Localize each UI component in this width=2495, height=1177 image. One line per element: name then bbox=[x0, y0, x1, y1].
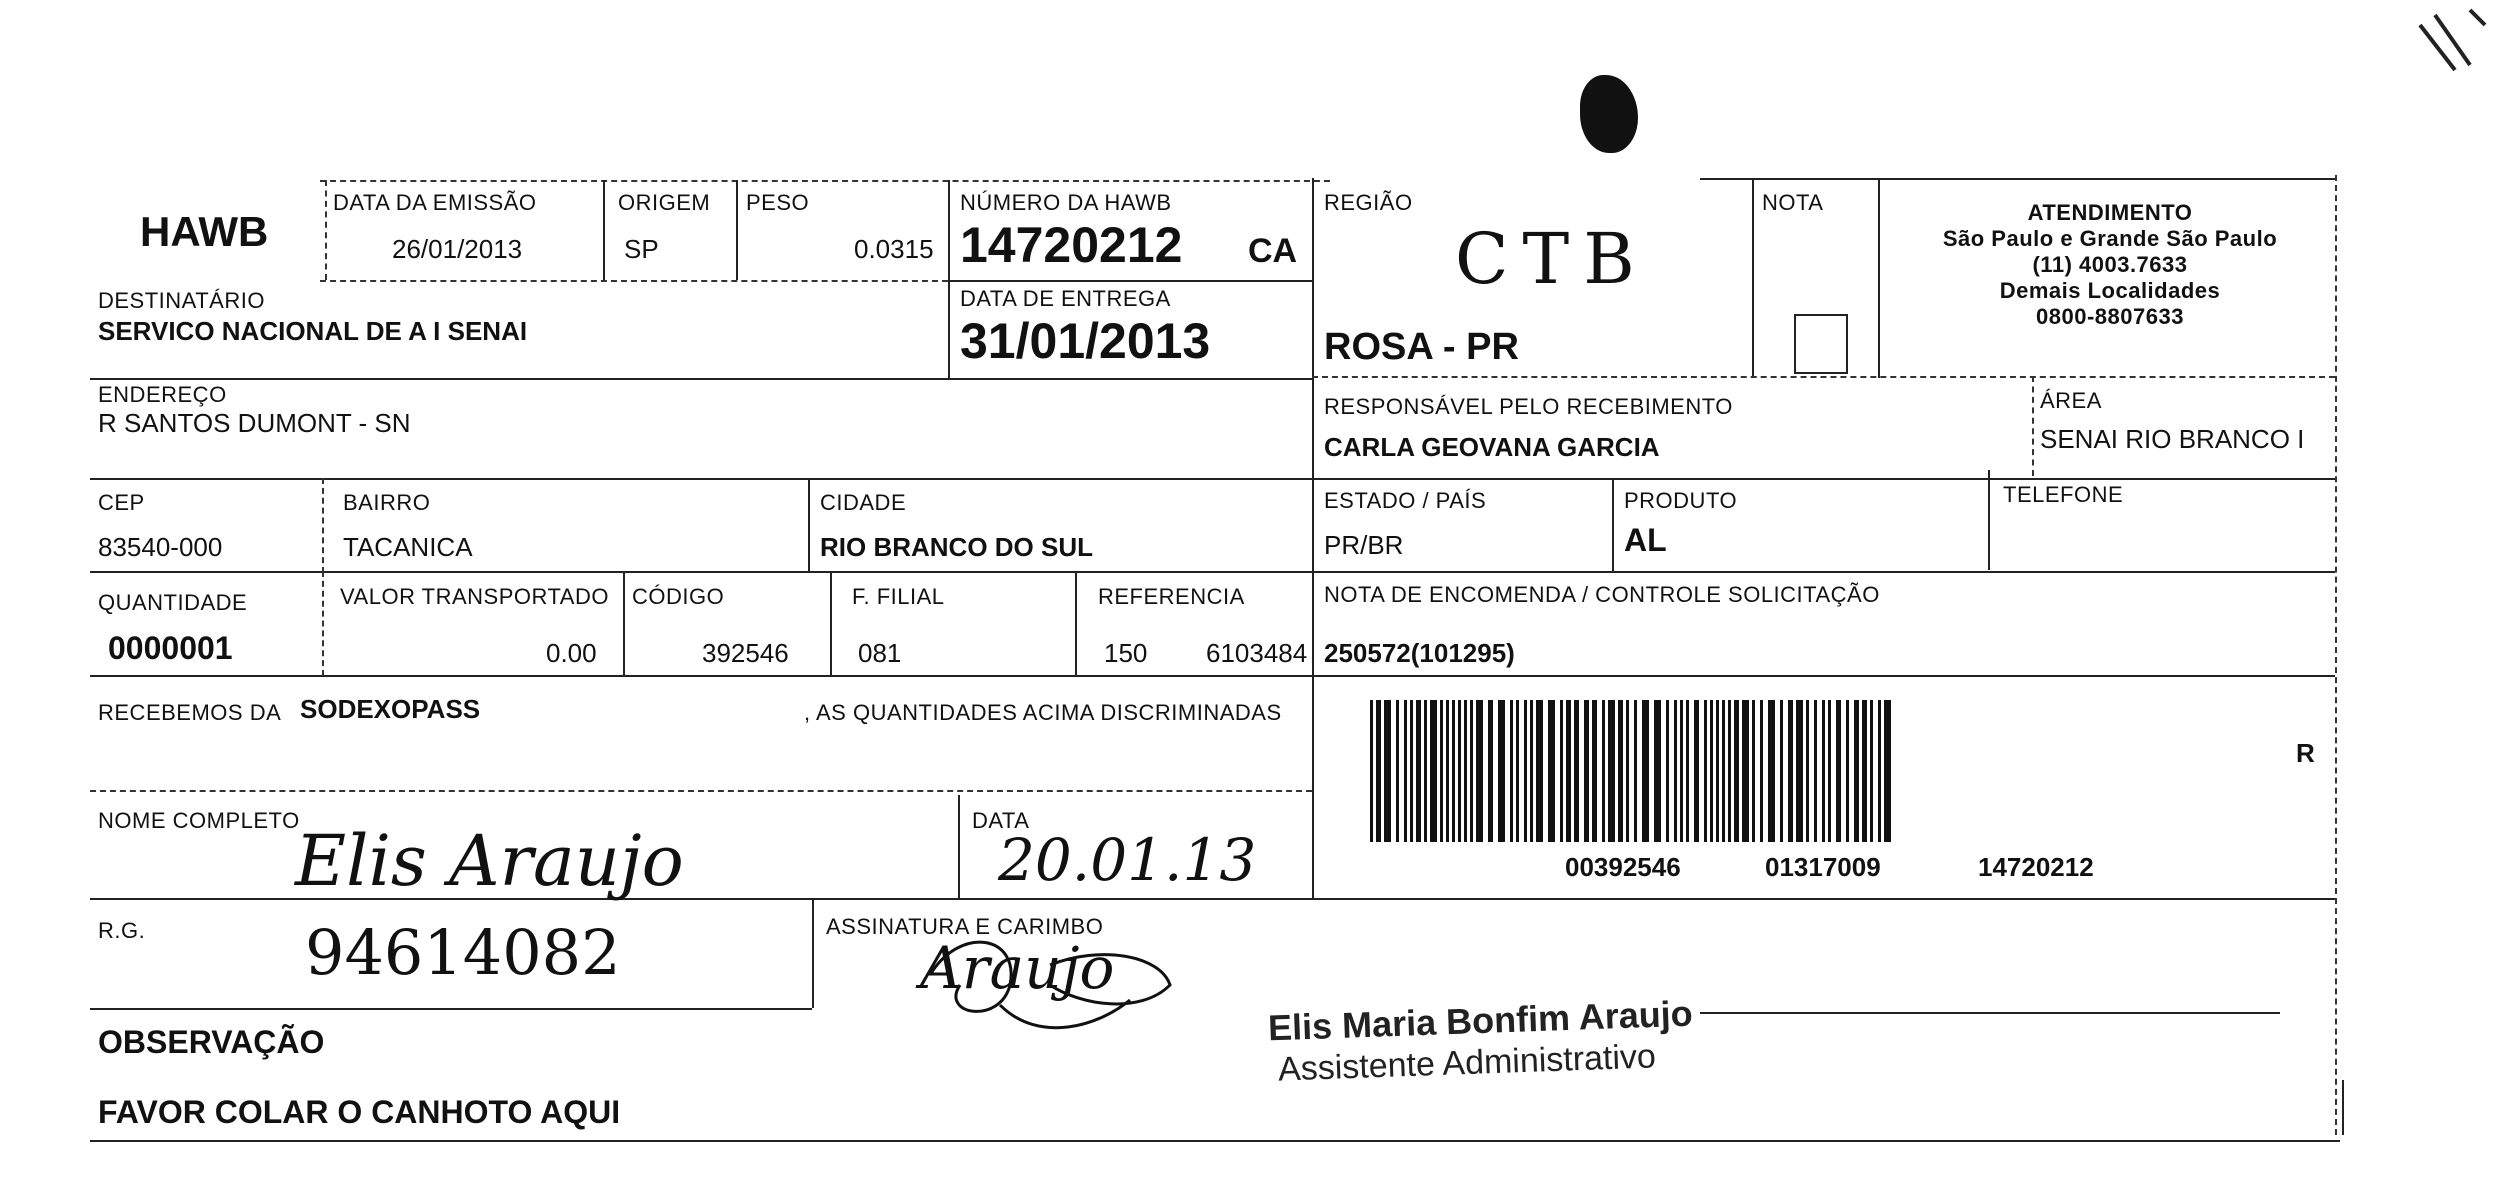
barcode-number-2: 01317009 bbox=[1765, 852, 1881, 882]
delivery-value: 31/01/2013 bbox=[960, 313, 1211, 369]
note-label: NOTA bbox=[1762, 190, 1824, 215]
cep-value: 83540-000 bbox=[98, 532, 223, 562]
area-label: ÁREA bbox=[2040, 388, 2102, 413]
barcode-bar bbox=[1488, 700, 1493, 842]
code-value: 392546 bbox=[702, 638, 789, 668]
barcode-bar bbox=[1458, 700, 1461, 842]
right-border bbox=[2335, 175, 2337, 1135]
barcode-bar bbox=[1796, 700, 1803, 842]
received-prefix: RECEBEMOS DA bbox=[98, 700, 282, 725]
barcode-bar bbox=[1516, 700, 1519, 842]
barcode-number-3: 14720212 bbox=[1978, 852, 2094, 882]
divider-region-note bbox=[1752, 178, 1754, 378]
barcode bbox=[1370, 700, 1895, 842]
emission-value: 26/01/2013 bbox=[392, 234, 523, 264]
divider-rg-signature bbox=[812, 898, 814, 1008]
district-value: TACANICA bbox=[343, 532, 473, 562]
origin-label: ORIGEM bbox=[618, 190, 711, 215]
value-label: VALOR TRANSPORTADO bbox=[340, 584, 609, 609]
divider-state-product bbox=[1612, 478, 1614, 573]
weight-label: PESO bbox=[746, 190, 810, 215]
date-handwritten: 20.01.13 bbox=[998, 826, 1257, 894]
state-value: PR/BR bbox=[1324, 530, 1404, 560]
barcode-bar bbox=[1862, 700, 1867, 842]
barcode-bar bbox=[1806, 700, 1809, 842]
barcode-bar bbox=[1768, 700, 1775, 842]
barcode-bar bbox=[1574, 700, 1579, 842]
received-suffix: , AS QUANTIDADES ACIMA DISCRIMINADAS bbox=[804, 700, 1282, 725]
phone-label: TELEFONE bbox=[2003, 482, 2124, 507]
paste-instruction: FAVOR COLAR O CANHOTO AQUI bbox=[98, 1094, 621, 1130]
barcode-bar bbox=[1884, 700, 1891, 842]
ink-blot bbox=[1580, 75, 1638, 153]
quantity-label: QUANTIDADE bbox=[98, 590, 248, 615]
district-label: BAIRRO bbox=[343, 490, 431, 515]
barcode-bar bbox=[1870, 700, 1873, 842]
cep-label: CEP bbox=[98, 490, 145, 515]
line-above-fullname bbox=[90, 790, 1312, 792]
barcode-bar bbox=[1424, 700, 1427, 842]
barcode-bar bbox=[1548, 700, 1555, 842]
barcode-bar bbox=[1634, 700, 1637, 842]
line-under-number bbox=[948, 280, 1312, 282]
state-label: ESTADO / PAÍS bbox=[1324, 488, 1487, 513]
address-label: ENDEREÇO bbox=[98, 382, 227, 407]
barcode-number-1: 00392546 bbox=[1565, 852, 1681, 882]
line-under-region bbox=[1312, 376, 2335, 378]
order-value: 250572(101295) bbox=[1324, 638, 1515, 668]
divider-code-branch bbox=[830, 571, 832, 676]
recipient-label: DESTINATÁRIO bbox=[98, 288, 265, 313]
divider-district-city bbox=[808, 478, 810, 573]
barcode-bar bbox=[1530, 700, 1533, 842]
barcode-bar bbox=[1686, 700, 1689, 842]
barcode-bar bbox=[1666, 700, 1669, 842]
hawb-suffix: CA bbox=[1248, 232, 1298, 270]
city-value: RIO BRANCO DO SUL bbox=[820, 532, 1093, 562]
reference-b: 6103484 bbox=[1206, 638, 1308, 668]
signature-label: ASSINATURA E CARIMBO bbox=[826, 914, 1104, 939]
barcode-bar bbox=[1716, 700, 1719, 842]
signature-scribble bbox=[900, 905, 1190, 1045]
service-line2: (11) 4003.7633 bbox=[2032, 252, 2188, 277]
divider-emission-origin bbox=[603, 180, 605, 280]
barcode-bar bbox=[1592, 700, 1597, 842]
divider-product-phone bbox=[1988, 470, 1990, 570]
area-value: SENAI RIO BRANCO I bbox=[2040, 424, 2305, 454]
divider-recipient-delivery bbox=[948, 280, 950, 380]
value-value: 0.00 bbox=[546, 638, 597, 668]
barcode-bar bbox=[1680, 700, 1683, 842]
barcode-bar bbox=[1710, 700, 1713, 842]
barcode-bar bbox=[1602, 700, 1605, 842]
quantity-value: 0000001 bbox=[108, 630, 233, 666]
hawb-number-value: 14720212 bbox=[960, 217, 1183, 273]
divider-responsible-area bbox=[2032, 376, 2034, 476]
order-label: NOTA DE ENCOMENDA / CONTROLE SOLICITAÇÃO bbox=[1324, 582, 1880, 607]
origin-value: SP bbox=[624, 234, 659, 264]
barcode-bar bbox=[1566, 700, 1571, 842]
barcode-bar bbox=[1704, 700, 1707, 842]
divider-note-service bbox=[1878, 178, 1880, 378]
divider-branch-reference bbox=[1075, 571, 1077, 676]
divider-value-code bbox=[623, 571, 625, 676]
divider-main-right bbox=[1312, 178, 1314, 900]
barcode-bar bbox=[1674, 700, 1677, 842]
product-label: PRODUTO bbox=[1624, 488, 1738, 513]
branch-value: 081 bbox=[858, 638, 902, 668]
divider-hawb-emission bbox=[325, 180, 327, 280]
rg-handwritten: 94614082 bbox=[305, 916, 621, 989]
responsible-value: CARLA GEOVANA GARCIA bbox=[1324, 432, 1660, 462]
barcode-bar bbox=[1370, 700, 1373, 842]
barcode-bar bbox=[1536, 700, 1543, 842]
right-border-lower bbox=[2342, 1080, 2344, 1135]
barcode-bar bbox=[1430, 700, 1437, 842]
code-label: CÓDIGO bbox=[632, 584, 725, 609]
hawb-number-label: NÚMERO DA HAWB bbox=[960, 190, 1172, 215]
barcode-bar bbox=[1654, 700, 1661, 842]
line-under-quantities bbox=[90, 675, 2335, 677]
barcode-bar bbox=[1752, 700, 1755, 842]
barcode-bar bbox=[1836, 700, 1841, 842]
barcode-bar bbox=[1510, 700, 1513, 842]
branch-label: F. FILIAL bbox=[852, 584, 945, 609]
address-value: R SANTOS DUMONT - SN bbox=[98, 408, 411, 438]
responsible-label: RESPONSÁVEL PELO RECEBIMENTO bbox=[1324, 394, 1733, 419]
bottom-border bbox=[90, 1140, 2340, 1142]
barcode-corner-letter: R bbox=[2296, 738, 2315, 768]
barcode-bar bbox=[1642, 700, 1649, 842]
city-label: CIDADE bbox=[820, 490, 907, 515]
signature-handwritten: Araujo bbox=[920, 934, 1115, 1002]
barcode-bar bbox=[1846, 700, 1849, 842]
barcode-bar bbox=[1396, 700, 1399, 842]
observation-heading: OBSERVAÇÃO bbox=[98, 1024, 325, 1060]
region-handwritten: CTB bbox=[1455, 218, 1649, 300]
emission-label: DATA DA EMISSÃO bbox=[333, 190, 537, 215]
barcode-bar bbox=[1878, 700, 1881, 842]
stamp-rule bbox=[1700, 1012, 2280, 1014]
stamp-name: Elis Maria Bonfim Araujo bbox=[1267, 992, 1694, 1049]
barcode-bar bbox=[1446, 700, 1449, 842]
divider-origin-weight bbox=[736, 180, 738, 280]
fullname-label: NOME COMPLETO bbox=[98, 808, 300, 833]
barcode-bar bbox=[1560, 700, 1563, 842]
reference-label: REFERENCIA bbox=[1098, 584, 1245, 609]
barcode-bar bbox=[1376, 700, 1381, 842]
divider-cep-district bbox=[322, 478, 324, 573]
barcode-bar bbox=[1722, 700, 1725, 842]
line-under-address bbox=[90, 478, 2335, 480]
barcode-bar bbox=[1828, 700, 1831, 842]
divider-weight-number bbox=[948, 180, 950, 280]
barcode-bar bbox=[1854, 700, 1859, 842]
line-under-rg bbox=[90, 1008, 812, 1010]
line-under-location bbox=[90, 571, 2335, 573]
barcode-bar bbox=[1760, 700, 1763, 842]
barcode-bar bbox=[1584, 700, 1589, 842]
barcode-bar bbox=[1410, 700, 1413, 842]
barcode-bar bbox=[1524, 700, 1527, 842]
barcode-bar bbox=[1608, 700, 1615, 842]
service-line3: Demais Localidades bbox=[1999, 278, 2221, 303]
line-under-emission bbox=[320, 280, 948, 282]
barcode-bar bbox=[1788, 700, 1793, 842]
barcode-bar bbox=[1694, 700, 1699, 842]
service-line1: São Paulo e Grande São Paulo bbox=[1942, 226, 2278, 251]
divider-quantity-value bbox=[322, 571, 324, 676]
barcode-bar bbox=[1780, 700, 1783, 842]
barcode-bar bbox=[1404, 700, 1407, 842]
top-border-right bbox=[1700, 178, 2335, 180]
top-border bbox=[320, 180, 1330, 182]
barcode-bar bbox=[1452, 700, 1455, 842]
weight-value: 0.0315 bbox=[854, 234, 934, 264]
service-line4: 0800-8807633 bbox=[2036, 304, 2184, 329]
barcode-bar bbox=[1618, 700, 1623, 842]
date-label: DATA bbox=[972, 808, 1030, 833]
region-label: REGIÃO bbox=[1324, 190, 1413, 215]
barcode-bar bbox=[1470, 700, 1473, 842]
divider-fullname-date bbox=[958, 795, 960, 900]
fullname-handwritten: Elis Araujo bbox=[295, 820, 684, 902]
barcode-bar bbox=[1440, 700, 1443, 842]
recipient-value: SERVICO NACIONAL DE A I SENAI bbox=[98, 316, 528, 346]
line-under-recipient bbox=[90, 378, 1312, 380]
barcode-bar bbox=[1734, 700, 1739, 842]
barcode-bar bbox=[1476, 700, 1483, 842]
barcode-bar bbox=[1498, 700, 1505, 842]
rg-label: R.G. bbox=[98, 918, 146, 943]
sender-name: SODEXOPASS bbox=[300, 694, 481, 724]
note-checkbox[interactable] bbox=[1794, 314, 1848, 374]
barcode-bar bbox=[1822, 700, 1825, 842]
region-value: ROSA - PR bbox=[1324, 326, 1519, 368]
product-value: AL bbox=[1624, 522, 1667, 558]
barcode-bar bbox=[1626, 700, 1629, 842]
barcode-bar bbox=[1464, 700, 1467, 842]
reference-a: 150 bbox=[1104, 638, 1148, 668]
service-title: ATENDIMENTO bbox=[2027, 200, 2193, 225]
delivery-label: DATA DE ENTREGA bbox=[960, 286, 1171, 311]
stamp-title: Assistente Administrativo bbox=[1277, 1037, 1657, 1089]
barcode-bar bbox=[1742, 700, 1749, 842]
barcode-bar bbox=[1814, 700, 1817, 842]
barcode-bar bbox=[1728, 700, 1731, 842]
doc-type: HAWB bbox=[140, 208, 269, 255]
barcode-bar bbox=[1384, 700, 1391, 842]
paper-clip-mark bbox=[2410, 5, 2490, 85]
barcode-bar bbox=[1416, 700, 1421, 842]
